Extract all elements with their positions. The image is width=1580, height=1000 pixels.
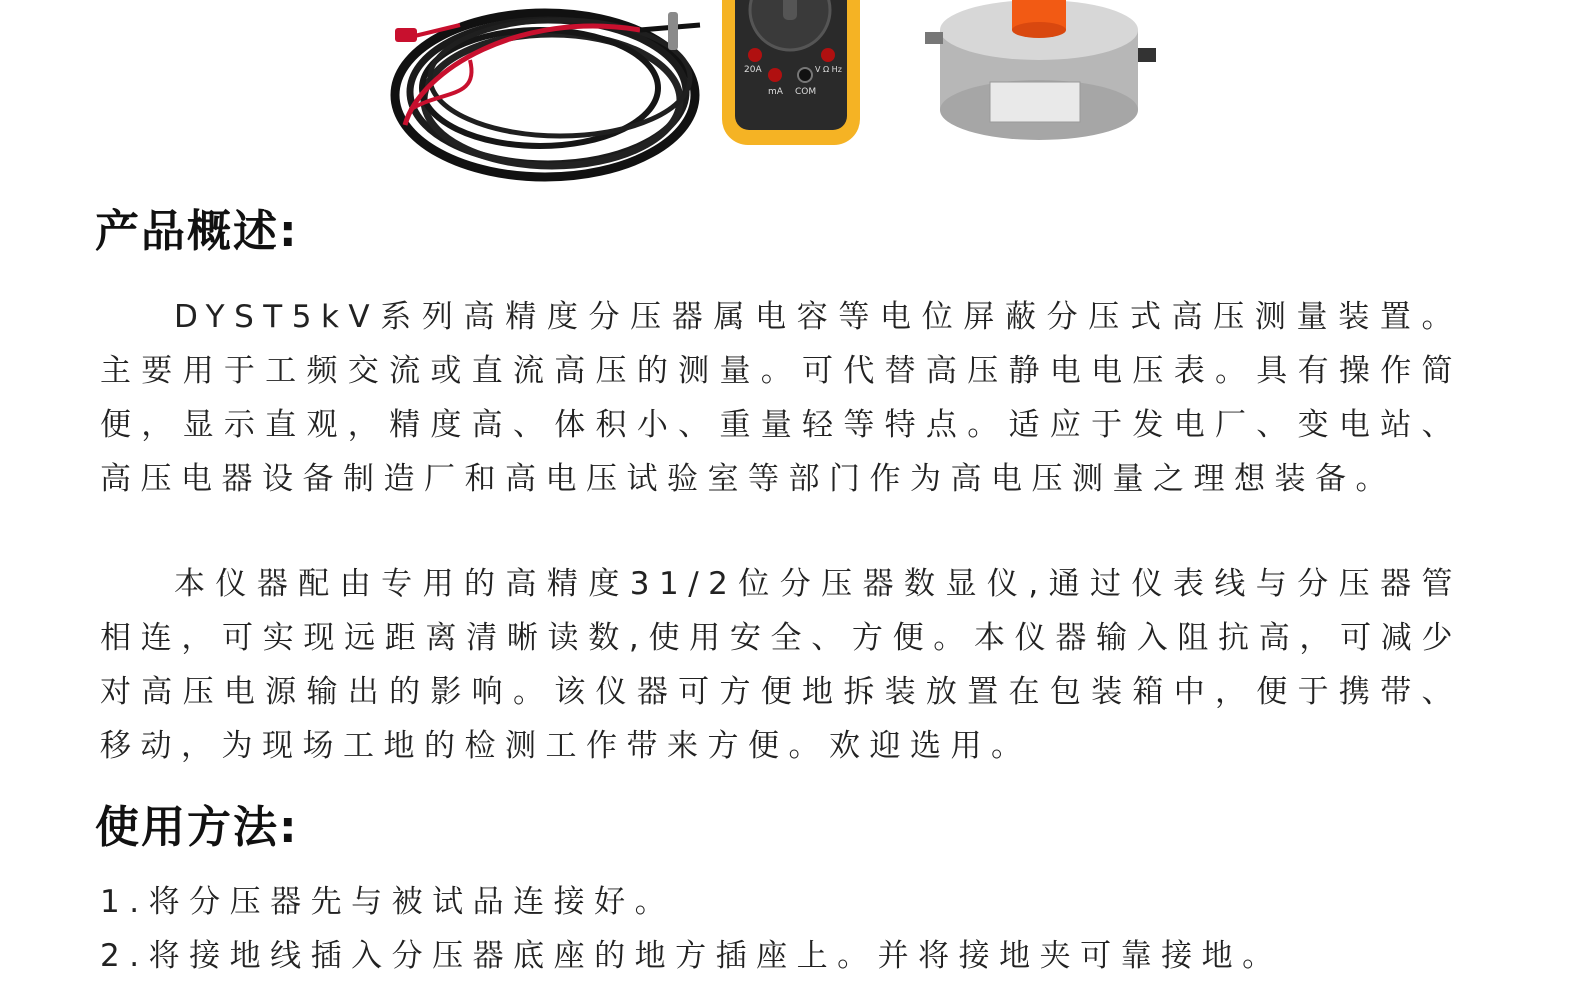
digital-multimeter xyxy=(722,0,860,145)
label-20a: 20A xyxy=(744,65,762,75)
label-com: COM xyxy=(795,87,817,97)
usage-steps-list xyxy=(100,875,1283,983)
usage-step-2: 2.将接地线插入分压器底座的地方插座上。并将接地夹可靠接地。 xyxy=(100,938,1283,974)
label-ma: mA xyxy=(768,87,783,97)
overview-heading: 产品概述: xyxy=(95,206,299,257)
overview-paragraph-1: DYST5kV系列高精度分压器属电容等电位屏蔽分压式高压测量装置。主要用于工频交流或直流高压的测量。可代替高压静电电压表。具有操作简便，显示直观，精度高、体积小、重量轻等特点。适应于发电厂、变电站、高压电器设备制造厂和高电压试验室等部门作为高电压测量之理想装备。 xyxy=(100,299,1462,497)
usage-heading: 使用方法: xyxy=(95,802,299,853)
test-cable-coil xyxy=(395,12,700,177)
voltage-divider-unit xyxy=(925,0,1156,140)
usage-step-1: 1.将分压器先与被试品连接好。 xyxy=(100,884,676,920)
label-v-ohm: V Ω Hz xyxy=(815,65,842,74)
product-photo xyxy=(380,0,1200,190)
overview-paragraph-2: 本仪器配由专用的高精度31/2位分压器数显仪,通过仪表线与分压器管相连，可实现远距离清晰读数,使用安全、方便。本仪器输入阻抗高，可减少对高压电源输出的影响。该仪器可方便地拆装放置在包装箱中，便于携带、移动，为现场工地的检测工作带来方便。欢迎选用。 xyxy=(100,566,1462,764)
